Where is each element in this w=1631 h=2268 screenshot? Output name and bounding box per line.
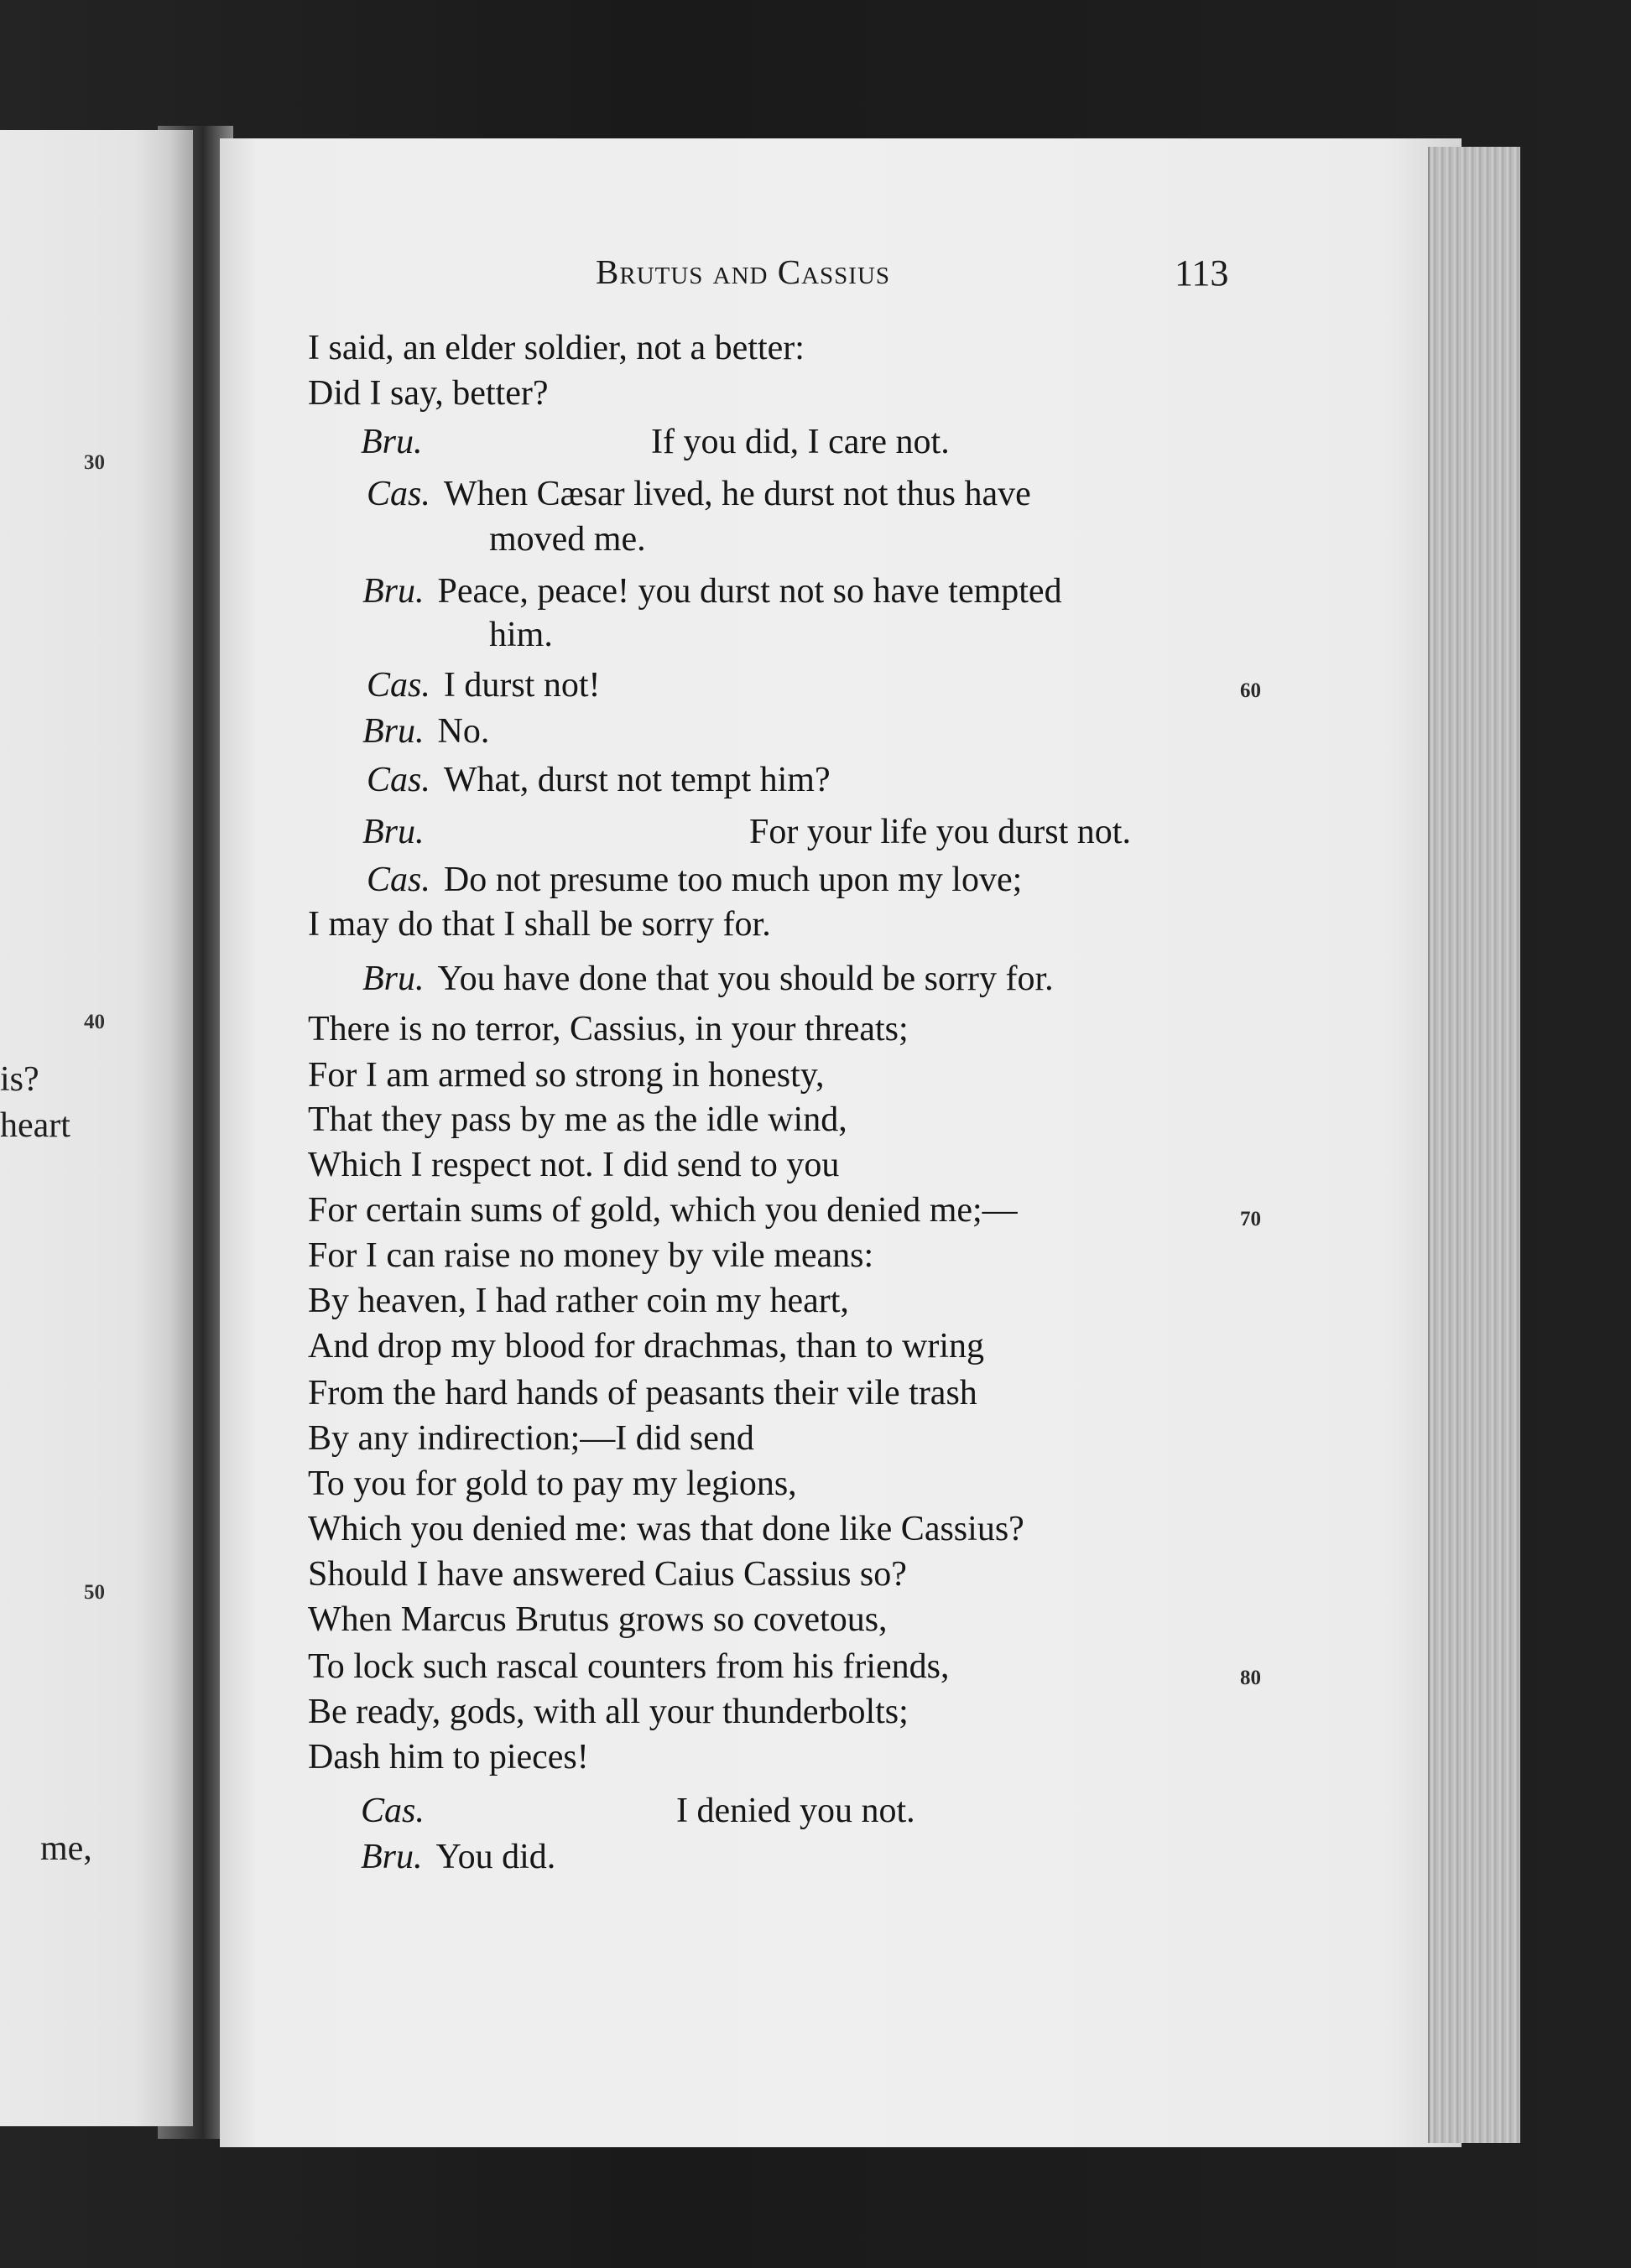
speaker-name: Bru.: [361, 423, 423, 461]
text-line: [367, 663, 601, 708]
speaker-name: Bru.: [362, 572, 425, 611]
speaker-name: Cas.: [367, 761, 430, 799]
line-text: Which you denied me: was that done like Cassius?: [308, 1510, 1024, 1548]
line-text: For I am armed so strong in honesty,: [308, 1056, 825, 1095]
line-text: moved me.: [489, 520, 646, 559]
line-text: What, durst not tempt him?: [443, 761, 831, 799]
text-line: [308, 371, 549, 416]
text-line: [308, 1461, 797, 1506]
page-number: 113: [1175, 252, 1229, 294]
running-title: Brutus and Cassius: [596, 252, 891, 291]
text-line: [489, 612, 553, 658]
text-line: [367, 757, 831, 803]
line-text: I durst not!: [443, 666, 601, 705]
speaker-name: Bru.: [362, 960, 425, 998]
margin-line-number: 70: [1240, 1208, 1261, 1230]
line-text: And drop my blood for drachmas, than to wring: [308, 1327, 985, 1365]
left-text-fragment: heart: [0, 1106, 70, 1145]
line-text: Do not presume too much upon my love;: [443, 861, 1023, 899]
line-text: There is no terror, Cassius, in your threats;: [308, 1010, 909, 1048]
text-line: [308, 1644, 950, 1689]
line-text: For certain sums of gold, which you denied me;—: [308, 1191, 1018, 1230]
text-line: [361, 419, 950, 465]
line-text: You have done that you should be sorry for.: [437, 960, 1054, 998]
line-text: When Cæsar lived, he durst not thus have: [443, 475, 1031, 513]
page-header: [0, 252, 1631, 302]
line-text: Should I have answered Caius Cassius so?: [308, 1555, 907, 1594]
text-line: [489, 517, 646, 562]
speaker-name: Cas.: [367, 475, 430, 513]
line-text: That they pass by me as the idle wind,: [308, 1100, 847, 1139]
speaker-name: Cas.: [367, 666, 430, 705]
line-text: Peace, peace! you durst not so have tempted: [437, 572, 1062, 611]
text-line: [308, 1597, 888, 1642]
line-text: From the hard hands of peasants their vile trash: [308, 1374, 977, 1412]
text-line: [308, 1416, 754, 1461]
left-line-number: 50: [84, 1581, 105, 1604]
text-line: [308, 1324, 984, 1369]
speaker-name: Cas.: [367, 861, 430, 899]
text-line: [367, 471, 1031, 517]
text-line: [308, 902, 771, 947]
text-line: [308, 325, 805, 371]
text-line: [362, 569, 1062, 614]
margin-line-number: 80: [1240, 1667, 1261, 1689]
text-line: [308, 1371, 977, 1416]
line-text: Be ready, gods, with all your thunderbolts;: [308, 1693, 909, 1731]
speaker-name: Bru.: [361, 1838, 423, 1876]
line-text: him.: [489, 616, 553, 654]
line-text: To lock such rascal counters from his friends,: [308, 1647, 950, 1686]
text-line: [308, 1506, 1024, 1552]
text-line: [308, 1689, 909, 1735]
text-line: [308, 1233, 873, 1278]
text-line: [308, 1735, 589, 1780]
page-edges: [1428, 147, 1520, 2143]
left-line-number: 40: [84, 1011, 105, 1033]
text-line: [308, 1278, 849, 1324]
line-text: No.: [437, 712, 490, 751]
speaker-name: Cas.: [361, 1792, 425, 1830]
text-line: [361, 1834, 555, 1880]
text-line: [308, 1097, 847, 1142]
text-line: [361, 1788, 915, 1834]
line-text: To you for gold to pay my legions,: [308, 1464, 797, 1503]
line-text: Which I respect not. I did send to you: [308, 1146, 840, 1184]
line-text: I said, an elder soldier, not a better:: [308, 329, 805, 367]
line-text: For your life you durst not.: [749, 813, 1131, 851]
line-text: For I can raise no money by vile means:: [308, 1236, 874, 1275]
text-line: [308, 1142, 839, 1188]
line-text: Dash him to pieces!: [308, 1738, 589, 1776]
line-text: I may do that I shall be sorry for.: [308, 905, 771, 944]
line-text: If you did, I care not.: [651, 423, 950, 461]
text-line: [308, 1552, 907, 1597]
text-line: [362, 956, 1054, 1001]
line-text: I denied you not.: [676, 1792, 915, 1830]
left-text-fragment: is?: [0, 1060, 39, 1099]
speaker-name: Bru.: [362, 712, 425, 751]
text-line: [308, 1007, 909, 1052]
line-text: By heaven, I had rather coin my heart,: [308, 1282, 849, 1320]
left-text-fragment: me,: [40, 1829, 92, 1868]
line-text: When Marcus Brutus grows so covetous,: [308, 1600, 888, 1639]
text-line: [362, 809, 1131, 855]
text-line: [308, 1188, 1018, 1233]
left-line-number: 30: [84, 451, 105, 474]
margin-line-number: 60: [1240, 679, 1261, 702]
speaker-name: Bru.: [362, 813, 425, 851]
line-text: You did.: [435, 1838, 556, 1876]
text-line: [362, 709, 489, 754]
left-page: [0, 130, 193, 2126]
line-text: Did I say, better?: [308, 374, 549, 413]
text-line: [308, 1053, 825, 1098]
text-line: [367, 857, 1022, 903]
line-text: By any indirection;—I did send: [308, 1419, 754, 1458]
